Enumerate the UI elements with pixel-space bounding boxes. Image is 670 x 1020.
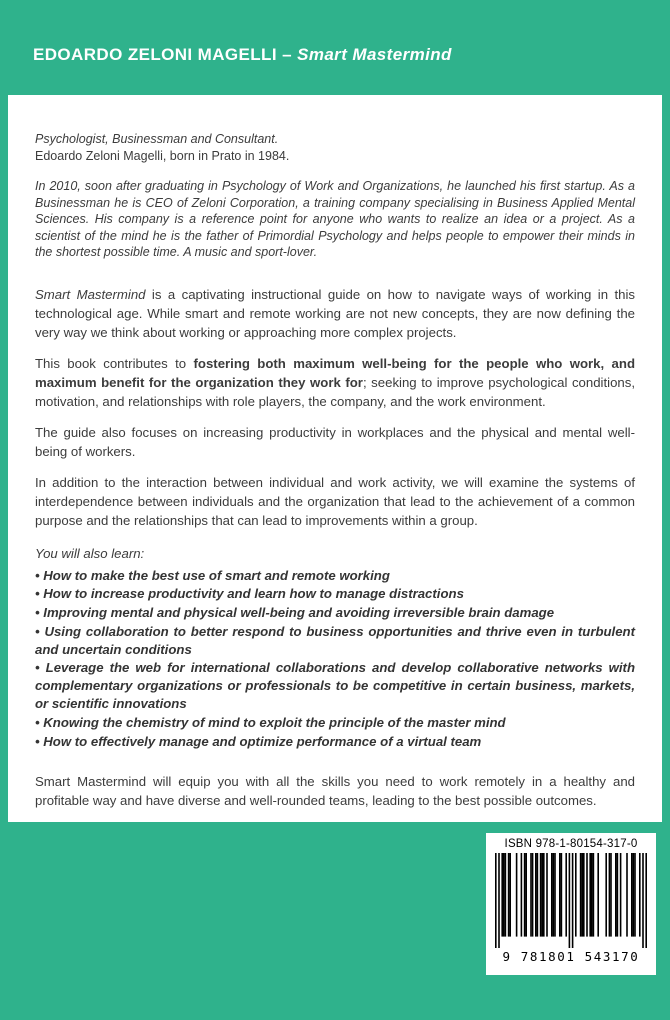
learn-list [35,567,635,751]
learn-item: • Knowing the chemistry of mind to exploit the principle of the master mind [35,714,635,732]
isbn-label: ISBN 978-1-80154-317-0 [504,838,638,850]
paragraph-text: is a captivating instructional guide on how to navigate ways of working in this technological age. While smart and remote working are not new concepts, they are now defining the very way we think about working or approaching more complex projects. [35,286,635,340]
author-name: EDOARDO ZELONI MAGELLI [33,44,277,64]
isbn-barcode-box [486,833,656,975]
inline-book-title: Smart Mastermind [35,286,146,302]
description-paragraph-1 [35,285,635,342]
bio-birth-line: Edoardo Zeloni Magelli, born in Prato in 1984. [35,149,290,163]
book-title: Smart Mastermind [297,44,452,64]
description-paragraph-3: The guide also focuses on increasing productivity in workplaces and the physical and mental well-being of workers. [35,424,635,459]
ean13-barcode [495,853,647,948]
learn-intro: You will also learn: [35,545,145,561]
bio-role-line: Psychologist, Businessman and Consultant. [35,132,279,146]
content-panel [8,95,662,822]
closing-paragraph: Smart Mastermind will equip you with all the skills you need to work remotely in a healthy and profitable way and have diverse and well-rounded teams, leading to the best possible outcomes. [35,774,635,809]
header-band [0,0,670,95]
learn-item: • Using collaboration to better respond to business opportunities and thrive even in turbulent and uncertain conditions [35,623,635,659]
learn-item: • Leverage the web for international collaborations and develop collaborative networks with complementary organizations or professionals to be competitive in certain business, markets, or scientific innovations [35,659,635,712]
description-paragraph-4: In addition to the interaction between individual and work activity, we will examine the systems of interdependence between individuals and the organization that lead to the achievement of a common purpose and the relationships that can lead to improvements within a group. [35,474,635,528]
learn-item: • How to increase productivity and learn how to manage distractions [35,585,635,603]
description-paragraph-2 [35,354,635,411]
paragraph-text: ; seeking to improve psychological conditions, motivation, and relationships with role players, the company, and the work environment. [35,374,635,409]
paragraph-text: This book contributes to [35,355,194,371]
bold-emphasis: fostering both maximum well-being for the people who work, and maximum benefit for the organization they work for [35,355,636,390]
learn-item: • How to make the best use of smart and remote working [35,567,635,585]
learn-item: • How to effectively manage and optimize performance of a virtual team [35,733,635,751]
bio-paragraph: In 2010, soon after graduating in Psychology of Work and Organizations, he launched his first startup. As a Businessman he is CEO of Zeloni Corporation, a training company specialising in Business Applied Mental Sciences. His company is a reference point for anyone who wants to realize an idea or a project. As a scientist of the mind he is the father of Primordial Psychology and helps people to empower their minds in the shortest possible time. A music and sport-lover. [35,179,635,259]
barcode-digits: 9 781801 543170 [502,949,640,964]
header-dash: – [276,44,298,64]
header-text [33,45,452,65]
learn-item: • Improving mental and physical well-being and avoiding irreversible brain damage [35,604,635,622]
bio-lines [35,131,635,165]
